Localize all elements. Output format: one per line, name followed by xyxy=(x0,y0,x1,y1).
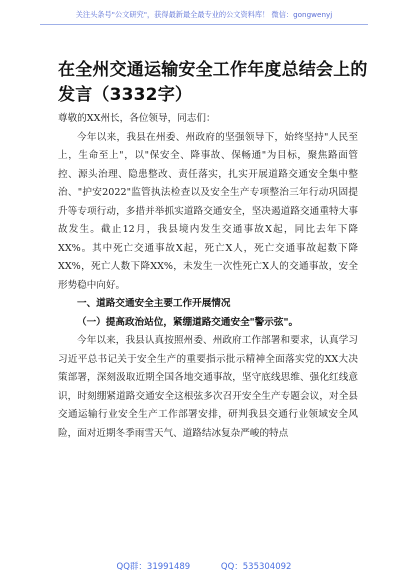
footer-qq: QQ：535304092 xyxy=(220,562,292,572)
header-banner: 关注头条号"公文研究"，获得最新最全最专业的公文资料库！ 微信：gongwenyj xyxy=(75,10,333,19)
footer-qq-group: QQ群：31991489 xyxy=(116,562,191,572)
title-line-1: 在全州交通运输安全工作年度总结会上的 xyxy=(58,60,368,80)
subsection-heading-1: （一）提高政治站位，紧绷道路交通安全"警示弦"。 xyxy=(77,316,299,328)
paragraph-2: 今年以来，我县认真按照州委、州政府工作部署和要求，认真学习习近平总书记关于安全生产的重要指示批示精神全面落实党的XX大决策部署，深刻汲取近期全国各地交通事故，坚守底线思维、强化红线意识，时刻绷紧道路交通安全这根弦多次召开安全生产专题会议，对全县交通运输行业安全生产工作部署安排，研判我县交通行业领域安全风险，面对近期冬季雨雪天气、道路结冰复杂严峻的特点 xyxy=(58,335,358,439)
greeting: 尊敬的XX州长，各位领导，同志们： xyxy=(58,113,216,124)
section-heading-1: 一、道路交通安全主要工作开展情况 xyxy=(77,298,231,309)
footer xyxy=(0,560,408,572)
title-line-2: 发言（3332字） xyxy=(58,85,193,105)
document-body xyxy=(58,110,358,443)
document-title xyxy=(58,58,368,108)
paragraph-1: 今年以来，我县在州委、州政府的坚强领导下，始终坚持"人民至上，生命至上"，以"保安全、降事故、保畅通"为目标，聚焦路面管控、源头治理、隐患整改、责任落实，扎实开展道路交通安全集中整治、"护安2022"监管执法检查以及安全生产专项整治三年行动巩固提升等专项行动，多措并举抓实道路交通安全，坚决遏道路交通重特大事故发生。截止12月，我县境内发生交通事故X起，同比去年下降XX%。其中死亡交通事故X起，死亡X人，死亡交通事故起数下降XX%，死亡人数下降XX%，未发生一次性死亡X人的交通事故，安全形势稳中向好。 xyxy=(58,131,358,291)
header-divider xyxy=(40,24,368,25)
